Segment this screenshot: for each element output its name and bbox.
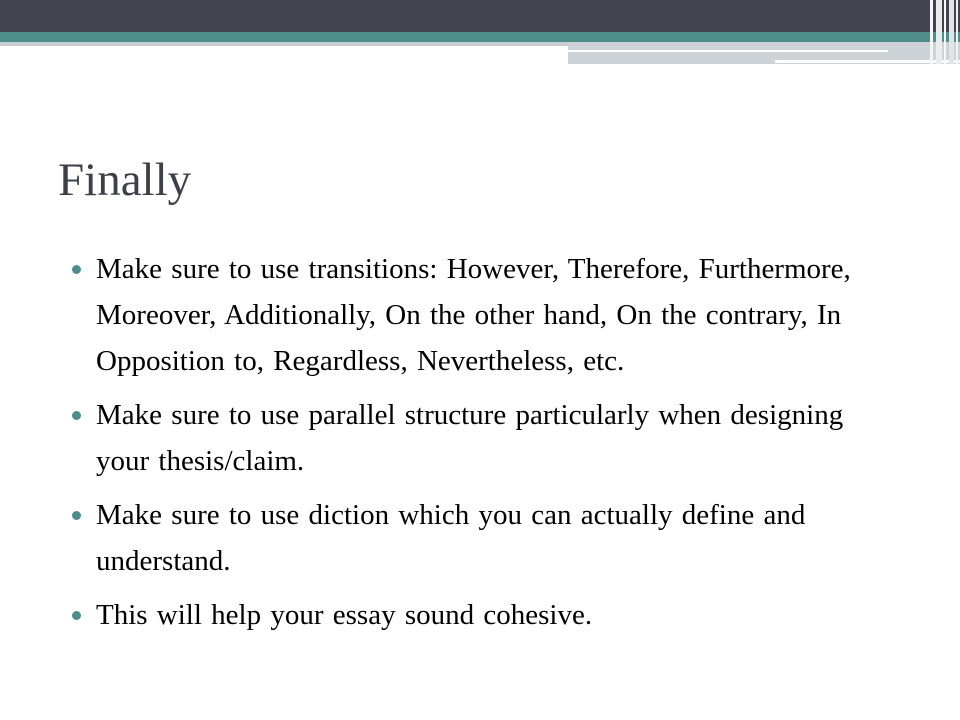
bullet-text: Make sure to use diction which you can actually define and understand. (96, 499, 806, 577)
bullet-item (70, 592, 900, 638)
bullet-list (70, 246, 900, 646)
header-stripe (936, 0, 942, 64)
bullet-dot-icon (72, 265, 81, 274)
header-stripe (944, 0, 946, 64)
slide-title: Finally (58, 154, 192, 206)
header-stripe (949, 0, 954, 64)
bullet-item (70, 246, 900, 384)
bullet-text: This will help your essay sound cohesive. (96, 599, 593, 631)
bullet-dot-icon (72, 611, 81, 620)
header-stripe (930, 0, 933, 64)
bullet-item (70, 392, 900, 484)
bullet-dot-icon (72, 511, 81, 520)
header-stripe (956, 0, 958, 64)
bullet-text: Make sure to use transitions: However, Therefore, Furthermore, Moreover, Additionally, On the other hand, On the contrary, In Opposition to, Regardless, Nevertheless, etc. (96, 253, 851, 377)
header-bar (0, 0, 960, 32)
bullet-text: Make sure to use parallel structure particularly when designing your thesis/claim. (96, 399, 844, 477)
header-grey-rule (0, 42, 568, 46)
header-highlight-line (568, 50, 888, 52)
header-accent-band (0, 32, 960, 42)
bullet-item (70, 492, 900, 584)
bullet-dot-icon (72, 411, 81, 420)
